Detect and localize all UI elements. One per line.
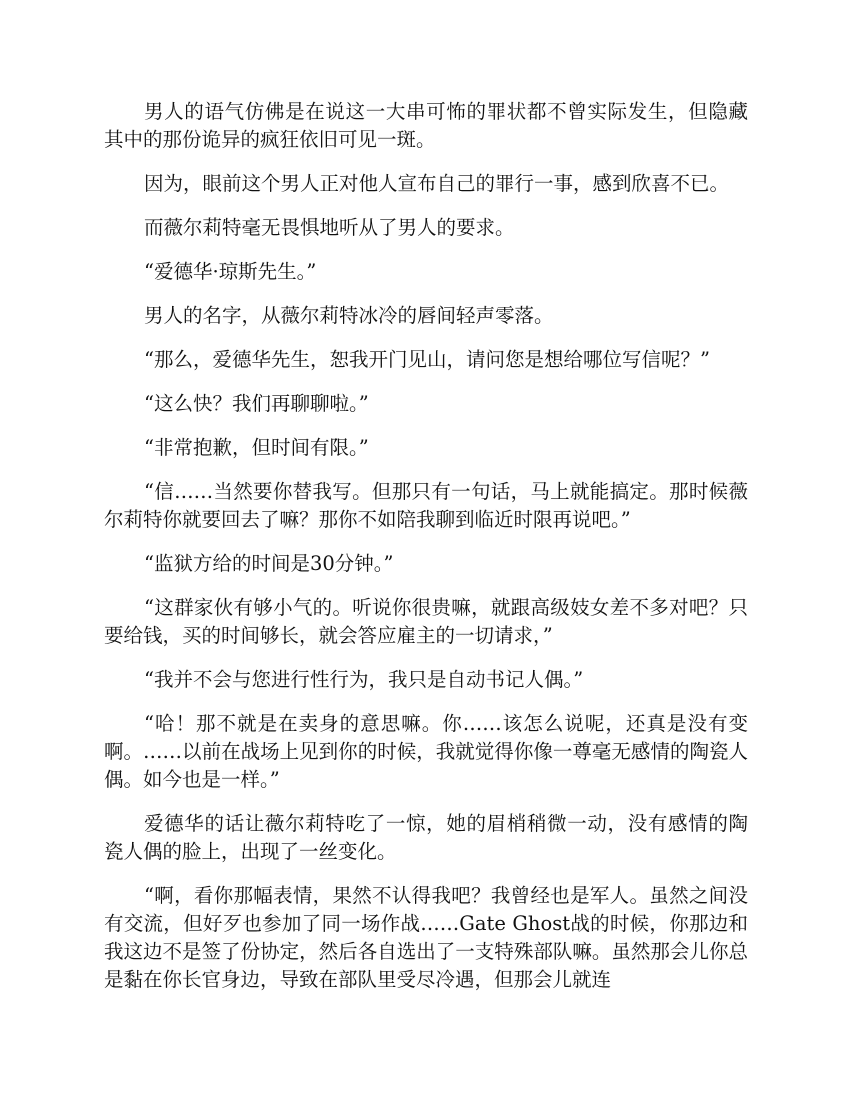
body-text	[104, 98, 748, 1010]
paragraph: 因为，眼前这个男人正对他人宣布自己的罪行一事，感到欣喜不已。	[144, 172, 730, 195]
paragraph: 爱德华的话让薇尔莉特吃了一惊，她的眉梢稍微一动，没有感情的陶瓷人偶的脸上，出现了一丝变化。	[104, 812, 748, 863]
paragraph: 男人的语气仿佛是在说这一大串可怖的罪状都不曾实际发生，但隐藏其中的那份诡异的疯狂依旧可见一斑。	[104, 100, 748, 151]
paragraph: “我并不会与您进行性行为，我只是自动书记人偶。”	[144, 668, 584, 691]
paragraph: “这么快？我们再聊聊啦。”	[144, 392, 369, 415]
paragraph: “监狱方给的时间是30分钟。”	[144, 552, 394, 575]
paragraph: “非常抱歉，但时间有限。”	[144, 436, 369, 459]
paragraph: “爱德华·琼斯先生。”	[144, 260, 317, 283]
paragraph: 男人的名字，从薇尔莉特冰冷的唇间轻声零落。	[144, 304, 554, 327]
paragraph: 而薇尔莉特毫无畏惧地听从了男人的要求。	[144, 216, 515, 239]
paragraph: “信……当然要你替我写。但那只有一句话，马上就能搞定。那时候薇尔莉特你就要回去了嘛？那你不如陪我聊到临近时限再说吧。”	[104, 480, 748, 531]
paragraph: “那么，爱德华先生，恕我开门见山，请问您是想给哪位写信呢？”	[144, 348, 710, 371]
paragraph: “这群家伙有够小气的。听说你很贵嘛，就跟高级妓女差不多对吧？只要给钱，买的时间够长，就会答应雇主的一切请求，”	[104, 596, 748, 647]
paragraph: “哈！那不就是在卖身的意思嘛。你……该怎么说呢，还真是没有变啊。……以前在战场上见到你的时候，我就觉得你像一尊毫无感情的陶瓷人偶。如今也是一样。”	[104, 712, 748, 791]
paragraph: “啊，看你那幅表情，果然不认得我吧？我曾经也是军人。虽然之间没有交流，但好歹也参加了同一场作战……Gate Ghost战的时候，你那边和我这边不是签了份协定，然后各自选出了一支特殊部队嘛。虽然那会儿你总是黏在你长官身边，导致在部队里受尽冷遇，但那会儿就连	[104, 884, 748, 991]
